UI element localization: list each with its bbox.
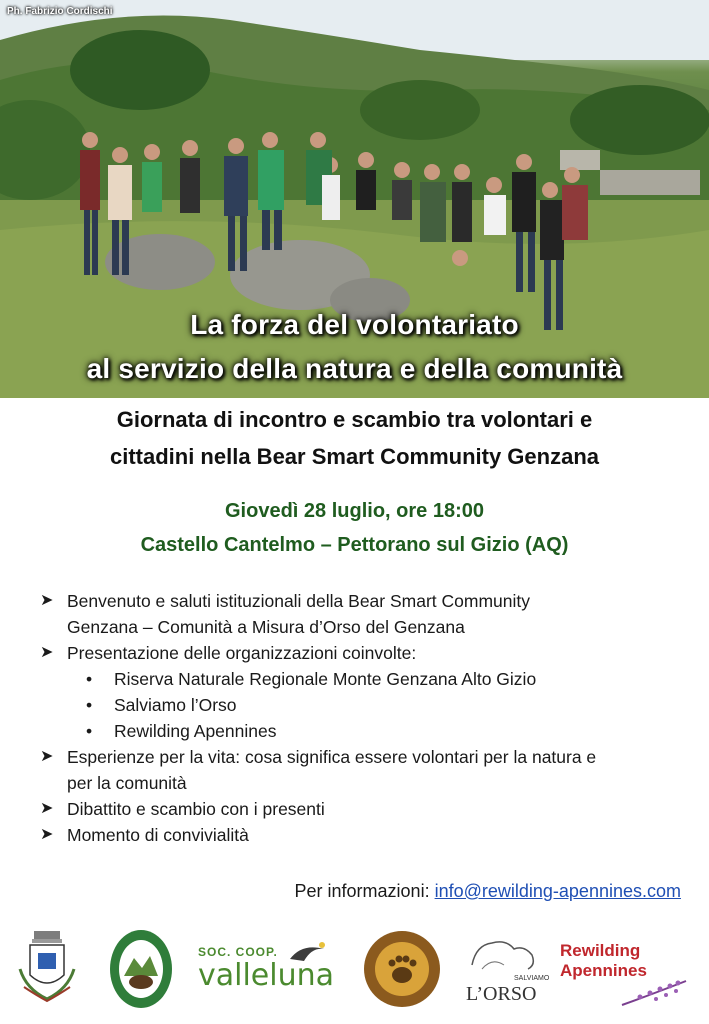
rewilding-apennines-logo — [560, 941, 700, 1011]
sub-list-item-text: Riserva Naturale Regionale Monte Genzana Alto Gizio — [114, 669, 537, 689]
event-place: Castello Cantelmo – Pettorano sul Gizio (AQ) — [140, 534, 569, 556]
lavender-icon — [620, 977, 690, 1007]
list-item-text: Momento di convivialità — [67, 825, 249, 845]
header-photo — [0, 0, 709, 398]
contact-info — [295, 881, 681, 902]
headline-line-2: al servizio della natura e della comunità — [86, 353, 623, 384]
contact-email-link[interactable]: info@rewilding-apennines.com — [434, 881, 681, 901]
subtitle-line-2: cittadini nella Bear Smart Community Genzana — [109, 444, 599, 469]
salviamo-name-text: L’ORSO — [466, 983, 537, 1005]
subtitle-line-1: Giornata di incontro e scambio tra volontari e — [116, 407, 593, 432]
valleluna-logo — [198, 945, 336, 1005]
monte-genzana-reserve-logo — [108, 928, 174, 1010]
list-item — [40, 796, 690, 822]
municipality-crest-logo — [16, 929, 78, 1009]
headline-line-1: La forza del volontariato — [190, 309, 519, 340]
rewilding-line2-text: Apennines — [560, 961, 647, 980]
list-item-text: per la comunità — [67, 773, 187, 793]
sub-list-item-text: Salviamo l’Orso — [114, 695, 237, 715]
bear-outline-icon — [462, 935, 546, 975]
bullet-icon: • — [86, 721, 93, 741]
list-item-text: Dibattito e scambio con i presenti — [67, 799, 325, 819]
event-date: Giovedì 28 luglio, ore 18:00 — [225, 500, 484, 522]
bullet-icon: • — [86, 669, 93, 689]
list-item — [40, 744, 690, 796]
contact-label: Per informazioni: — [294, 881, 430, 901]
arrow-bullet-icon: ➤ — [40, 644, 54, 661]
list-item — [40, 640, 690, 666]
moon-icon — [284, 939, 332, 965]
list-item — [40, 588, 690, 640]
sub-list-item-text: Rewilding Apennines — [114, 721, 277, 741]
salviamo-orso-logo — [462, 935, 550, 1011]
arrow-bullet-icon: ➤ — [40, 592, 54, 609]
salviamo-small-text: SALVIAMO — [514, 975, 550, 982]
valleluna-top-text: SOC. COOP. — [198, 945, 278, 959]
photo-credit: Ph. Fabrizio Cordischi — [7, 6, 113, 17]
bear-smart-community-logo — [362, 929, 442, 1009]
sub-list-item — [40, 718, 690, 744]
valleluna-name-text: valleluna — [198, 958, 335, 993]
partner-logos — [0, 925, 709, 1020]
list-item-text: Esperienze per la vita: cosa significa essere volontari per la natura e — [67, 747, 597, 767]
list-item-text: Genzana – Comunità a Misura d’Orso del Genzana — [67, 617, 465, 637]
arrow-bullet-icon: ➤ — [40, 826, 54, 843]
list-item-text: Benvenuto e saluti istituzionali della Bear Smart Community — [67, 591, 530, 611]
list-item — [40, 822, 690, 848]
sub-list-item — [40, 692, 690, 718]
program-list — [40, 588, 690, 848]
arrow-bullet-icon: ➤ — [40, 800, 54, 817]
sub-list-item — [40, 666, 690, 692]
bullet-icon: • — [86, 695, 93, 715]
arrow-bullet-icon: ➤ — [40, 748, 54, 765]
rewilding-line1-text: Rewilding — [560, 941, 641, 960]
list-item-text: Presentazione delle organizzazioni coinvolte: — [67, 643, 417, 663]
